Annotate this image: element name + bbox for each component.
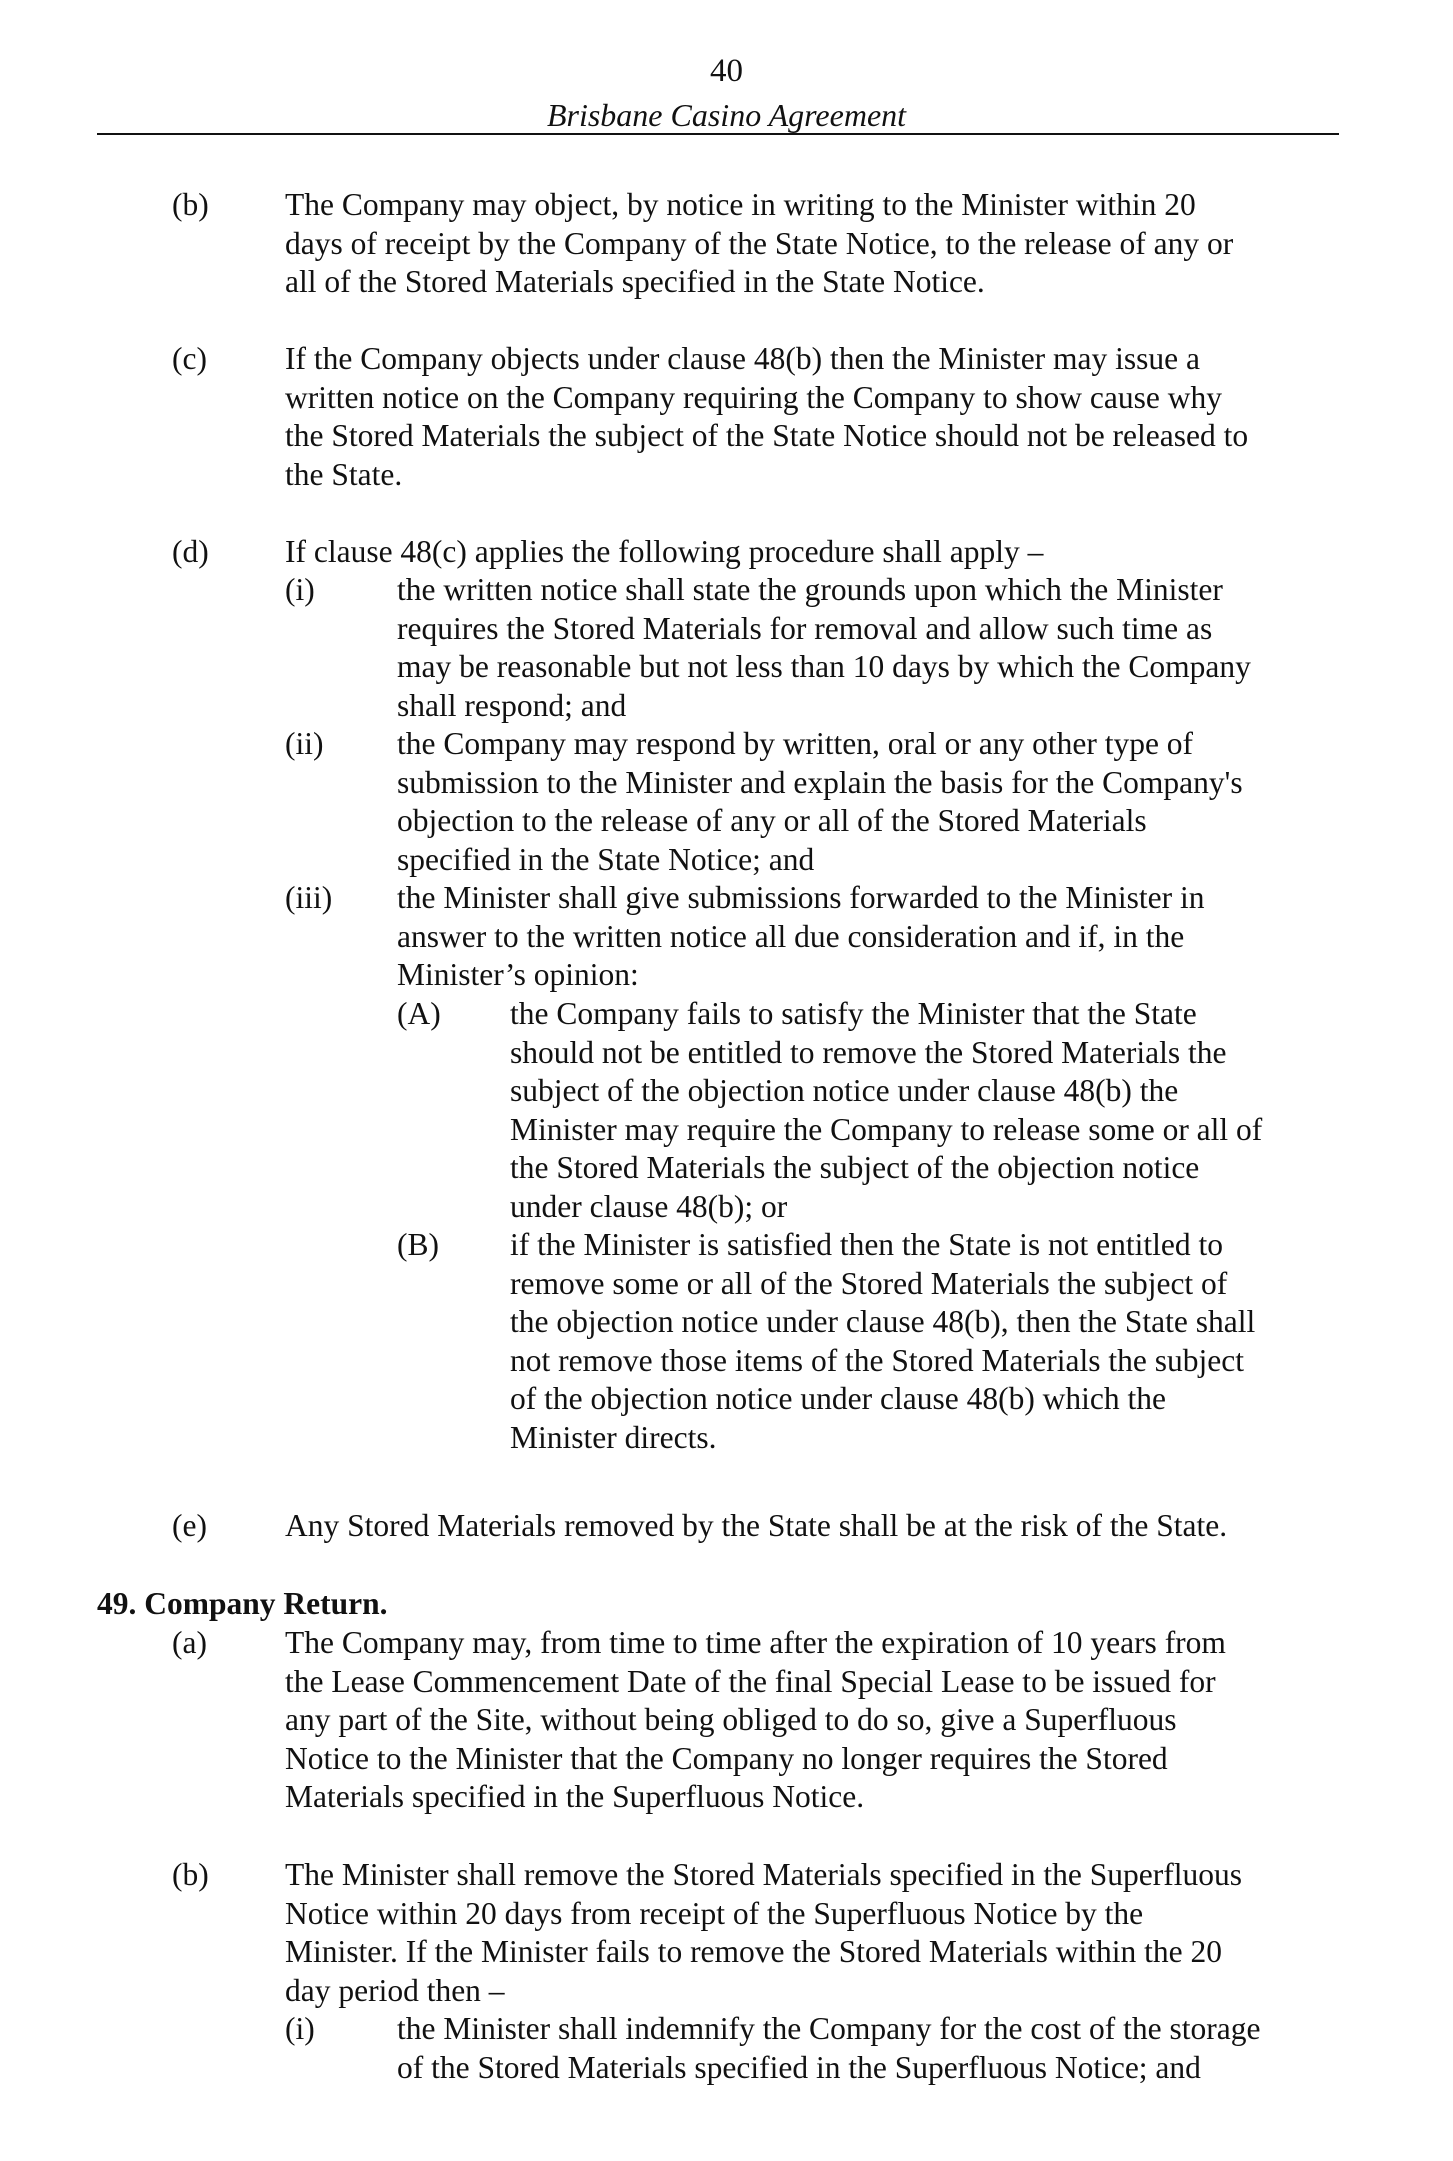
header-rule — [97, 133, 1339, 135]
text-line: Notice to the Minister that the Company no longer requires the Stored — [285, 1740, 1168, 1776]
text-line: of the Stored Materials specified in the Superfluous Notice; and — [397, 2049, 1201, 2085]
page-number: 40 — [710, 53, 743, 89]
clause-48c-label: (c) — [172, 341, 207, 376]
text-line: objection to the release of any or all of the Stored Materials — [397, 803, 1147, 838]
text-line: the Lease Commencement Date of the final Special Lease to be issued for — [285, 1663, 1216, 1699]
text-line: any part of the Site, without being obliged to do so, give a Superfluous — [285, 1702, 1177, 1737]
text-line: Minister. If the Minister fails to remove the Stored Materials within the 20 — [285, 1934, 1222, 1969]
text-line: If clause 48(c) applies the following procedure shall apply – — [285, 534, 1044, 569]
text-line: under clause 48(b); or — [510, 1188, 788, 1224]
text-line: the written notice shall state the grounds upon which the Minister — [397, 572, 1223, 607]
text-line: If the Company objects under clause 48(b) then the Minister may issue a — [285, 341, 1201, 376]
clause-48d-iii-A-text — [510, 995, 1262, 1226]
text-line: submission to the Minister and explain the basis for the Company's — [397, 764, 1243, 800]
text-line: specified in the State Notice; and — [397, 841, 815, 877]
running-title: Brisbane Casino Agreement — [546, 97, 907, 133]
clause-48c-text — [285, 340, 1248, 494]
clause-49a-text — [285, 1624, 1226, 1817]
clause-48e-text — [285, 1507, 1227, 1546]
text-line: the Company may respond by written, oral or any other type of — [397, 726, 1194, 761]
text-line: the Minister shall give submissions forwarded to the Minister in — [397, 880, 1205, 915]
text-line: days of receipt by the Company of the State Notice, to the release of any or — [285, 225, 1234, 261]
clause-48d-label: (d) — [172, 534, 209, 569]
clause-48b-label: (b) — [172, 187, 209, 222]
clause-48d-iii-B-label: (B) — [397, 1227, 439, 1262]
clause-48d-i-text — [397, 571, 1251, 725]
text-line: Materials specified in the Superfluous Notice. — [285, 1779, 865, 1814]
clause-48d-i-label: (i) — [285, 572, 315, 607]
text-line: answer to the written notice all due consideration and if, in the — [397, 918, 1185, 954]
text-line: not remove those items of the Stored Materials the subject — [510, 1342, 1244, 1378]
text-line: the Company fails to satisfy the Minister that the State — [510, 996, 1197, 1031]
clause-48d-iii-B-text — [510, 1226, 1255, 1457]
text-line: day period then – — [285, 1972, 505, 2008]
text-line: The Company may object, by notice in writing to the Minister within 20 — [285, 187, 1196, 222]
text-line: the objection notice under clause 48(b), then the State shall — [510, 1304, 1256, 1339]
clause-48d-ii-text — [397, 725, 1243, 879]
text-line: should not be entitled to remove the Stored Materials the — [510, 1034, 1227, 1070]
text-line: Minister’s opinion: — [397, 957, 639, 992]
clause-48d-text — [285, 533, 1043, 572]
clause-48b-text — [285, 186, 1233, 302]
text-line: Minister may require the Company to release some or all of — [510, 1111, 1263, 1147]
clause-48e-label: (e) — [172, 1508, 207, 1543]
clause-48d-ii-label: (ii) — [285, 726, 324, 761]
clause-49b-label: (b) — [172, 1857, 209, 1892]
clause-48d-iii-text — [397, 879, 1205, 995]
clause-48d-iii-A-label: (A) — [397, 996, 441, 1031]
text-line: Minister directs. — [510, 1419, 717, 1455]
text-line: may be reasonable but not less than 10 days by which the Company — [397, 649, 1251, 684]
clause-49b-i-text — [397, 2010, 1260, 2087]
text-line: remove some or all of the Stored Materials the subject of — [510, 1265, 1228, 1301]
text-line: the Minister shall indemnify the Company for the cost of the storage — [397, 2011, 1261, 2046]
clause-49-heading: 49. Company Return. — [97, 1586, 388, 1621]
text-line: subject of the objection notice under clause 48(b) the — [510, 1073, 1179, 1108]
text-line: written notice on the Company requiring the Company to show cause why — [285, 379, 1222, 415]
text-line: requires the Stored Materials for removal and allow such time as — [397, 610, 1213, 646]
text-line: the State. — [285, 456, 403, 492]
clause-48d-iii-label: (iii) — [285, 880, 333, 915]
text-line: if the Minister is satisfied then the State is not entitled to — [510, 1227, 1224, 1262]
text-line: Any Stored Materials removed by the State shall be at the risk of the State. — [285, 1508, 1228, 1543]
text-line: the Stored Materials the subject of the State Notice should not be released to — [285, 418, 1249, 453]
text-line: The Company may, from time to time after the expiration of 10 years from — [285, 1625, 1226, 1660]
clause-49b-text — [285, 1856, 1242, 2010]
text-line: all of the Stored Materials specified in the State Notice. — [285, 264, 985, 299]
text-line: shall respond; and — [397, 687, 627, 723]
clause-49a-label: (a) — [172, 1625, 207, 1660]
clause-49b-i-label: (i) — [285, 2011, 315, 2046]
text-line: Notice within 20 days from receipt of the Superfluous Notice by the — [285, 1895, 1144, 1931]
text-line: The Minister shall remove the Stored Materials specified in the Superfluous — [285, 1857, 1243, 1892]
text-line: the Stored Materials the subject of the objection notice — [510, 1150, 1200, 1185]
text-line: of the objection notice under clause 48(b) which the — [510, 1381, 1167, 1416]
